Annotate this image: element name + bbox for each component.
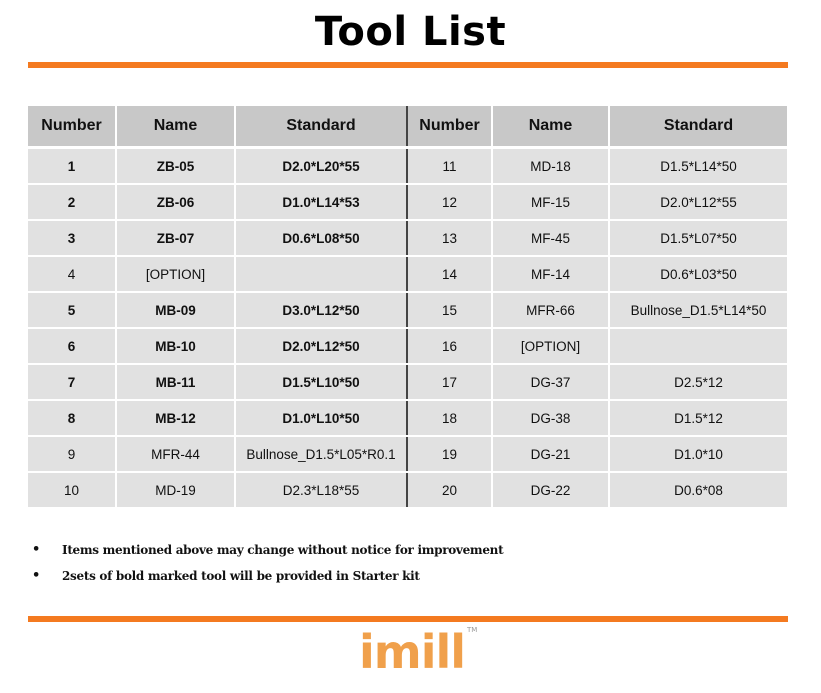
table-row [28,220,788,256]
table-row [28,184,788,220]
table-cell: 12 [407,184,492,220]
table-cell: MB-12 [116,400,235,436]
table-cell: ZB-07 [116,220,235,256]
table-cell [235,256,407,292]
table-cell: 18 [407,400,492,436]
table-cell: 19 [407,436,492,472]
table-cell: MFR-44 [116,436,235,472]
column-header-number-left: Number [28,106,116,148]
table-row [28,436,788,472]
table-cell: MB-09 [116,292,235,328]
table-cell: 8 [28,400,116,436]
table-cell: 2 [28,184,116,220]
note-item [32,540,772,566]
table-cell: 4 [28,256,116,292]
top-divider [28,62,788,68]
bullet-icon: • [32,568,41,583]
table-cell: D2.3*L18*55 [235,472,407,508]
table-cell: D1.0*L14*53 [235,184,407,220]
table-cell: MB-10 [116,328,235,364]
table-cell: MF-15 [492,184,609,220]
table-cell: 14 [407,256,492,292]
table-cell: D3.0*L12*50 [235,292,407,328]
table-cell: 11 [407,148,492,185]
table-cell: MD-19 [116,472,235,508]
table-cell: D2.5*12 [609,364,788,400]
table-cell: D1.0*10 [609,436,788,472]
table-cell: D2.0*L12*50 [235,328,407,364]
column-header-number-right: Number [407,106,492,148]
note-text: 2sets of bold marked tool will be provided in Starter kit [62,569,420,583]
column-header-standard-left: Standard [235,106,407,148]
table-cell: 17 [407,364,492,400]
column-header-name-right: Name [492,106,609,148]
note-text: Items mentioned above may change without notice for improvement [62,543,504,557]
bottom-divider [28,616,788,622]
table-cell: DG-37 [492,364,609,400]
table-cell: ZB-05 [116,148,235,185]
table-row [28,148,788,185]
table-cell: MB-11 [116,364,235,400]
note-item [32,566,772,592]
page-title: Tool List [314,9,507,55]
table-row [28,292,788,328]
logo-wordmark: imill [359,625,466,679]
table-header-row [28,106,788,148]
table-cell: D2.0*L20*55 [235,148,407,185]
table-cell: D0.6*L03*50 [609,256,788,292]
table-cell: D0.6*L08*50 [235,220,407,256]
table-cell: 5 [28,292,116,328]
table-row [28,400,788,436]
table-body [28,148,788,509]
table-cell: 1 [28,148,116,185]
table-cell: 6 [28,328,116,364]
imill-logo [359,624,478,680]
table-cell: ZB-06 [116,184,235,220]
table-cell: D1.5*L10*50 [235,364,407,400]
table-cell: 7 [28,364,116,400]
tool-list-table [28,106,789,509]
table-cell: Bullnose_D1.5*L05*R0.1 [235,436,407,472]
table-cell: D1.5*L14*50 [609,148,788,185]
table-row [28,328,788,364]
table-row [28,256,788,292]
column-header-name-left: Name [116,106,235,148]
table-cell: MFR-66 [492,292,609,328]
table-cell: 20 [407,472,492,508]
table-cell: D0.6*08 [609,472,788,508]
table-row [28,472,788,508]
table-cell: MF-45 [492,220,609,256]
table-cell: D1.5*12 [609,400,788,436]
table-cell: 9 [28,436,116,472]
table-cell: 16 [407,328,492,364]
table-cell: DG-38 [492,400,609,436]
table-cell [609,328,788,364]
table-cell: MF-14 [492,256,609,292]
table-cell: D1.0*L10*50 [235,400,407,436]
table-cell: 3 [28,220,116,256]
table-cell: [OPTION] [492,328,609,364]
table-cell: 15 [407,292,492,328]
table-cell: Bullnose_D1.5*L14*50 [609,292,788,328]
table-cell: 10 [28,472,116,508]
trademark-mark: TM [467,626,478,634]
table-cell: D2.0*L12*55 [609,184,788,220]
column-header-standard-right: Standard [609,106,788,148]
table-row [28,364,788,400]
table-cell: D1.5*L07*50 [609,220,788,256]
table-cell: [OPTION] [116,256,235,292]
table-cell: MD-18 [492,148,609,185]
table-cell: DG-22 [492,472,609,508]
bullet-icon: • [32,542,41,557]
table-cell: 13 [407,220,492,256]
table-cell: DG-21 [492,436,609,472]
notes-list [32,540,772,592]
